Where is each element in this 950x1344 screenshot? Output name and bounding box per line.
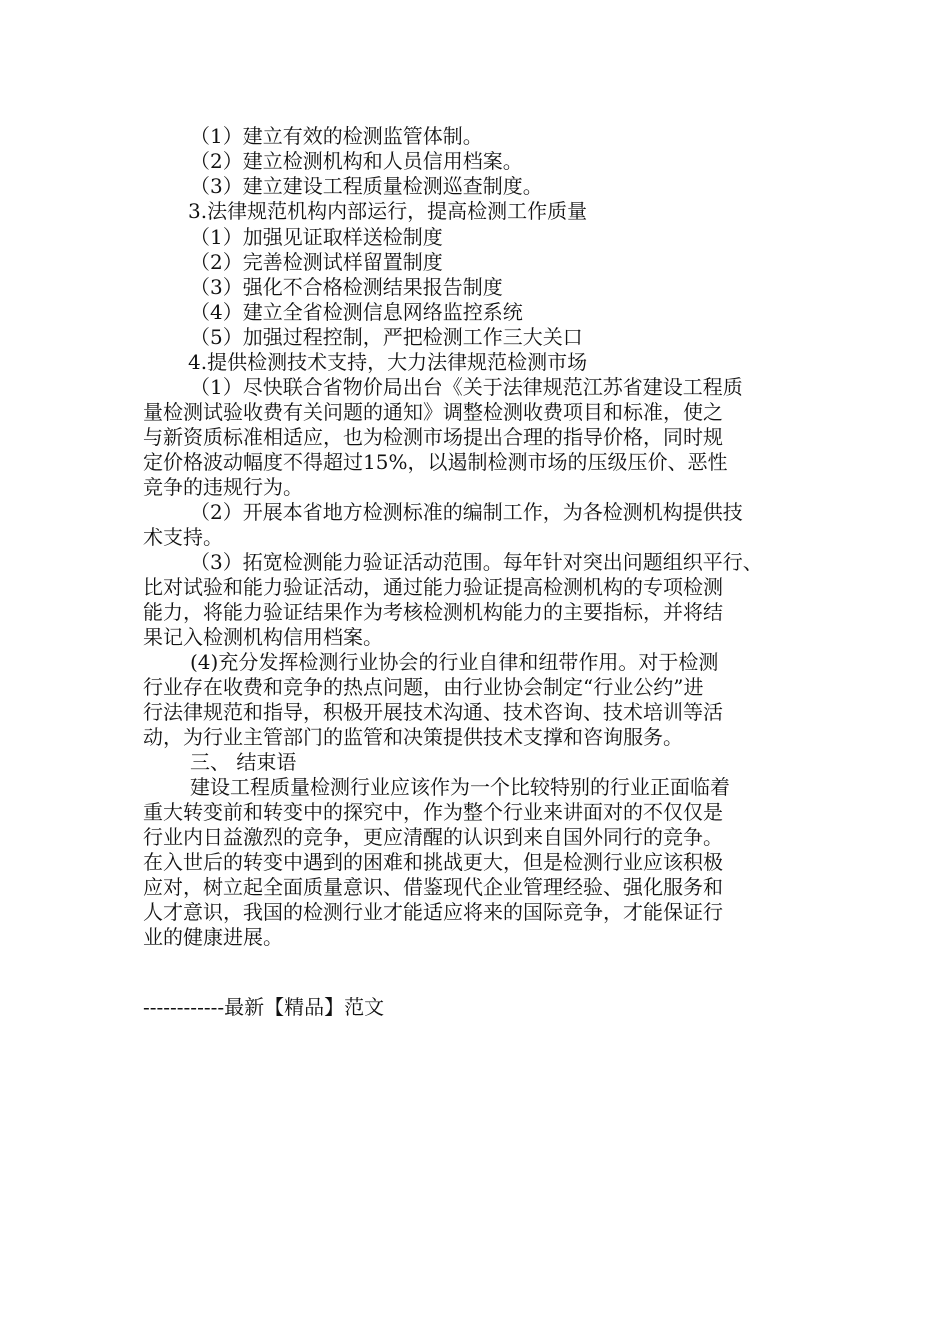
text-line: （2）完善检测试样留置制度 [190,250,443,274]
text-line: （1）尽快联合省物价局出台《关于法律规范江苏省建设工程质 [190,375,743,399]
text-line: （2）建立检测机构和人员信用档案。 [190,149,523,173]
text-line: 动，为行业主管部门的监管和决策提供技术支撑和咨询服务。 [143,725,683,749]
text-line: （1）加强见证取样送检制度 [190,225,443,249]
text-line: 重大转变前和转变中的探究中，作为整个行业来讲面对的不仅仅是 [143,800,723,824]
text-line: 应对，树立起全面质量意识、借鉴现代企业管理经验、强化服务和 [143,875,723,899]
text-line: 与新资质标准相适应，也为检测市场提出合理的指导价格，同时规 [143,425,723,449]
text-line: 人才意识，我国的检测行业才能适应将来的国际竞争，才能保证行 [143,900,723,924]
text-line: （5）加强过程控制，严把检测工作三大关口 [190,325,583,349]
text-line: 量检测试验收费有关问题的通知》调整检测收费项目和标准，使之 [143,400,723,424]
text-line: （1）建立有效的检测监管体制。 [190,124,483,148]
text-line: 竞争的违规行为。 [143,475,303,499]
text-line: (4)充分发挥检测行业协会的行业自律和纽带作用。对于检测 [190,650,719,674]
text-line: （3）建立建设工程质量检测巡查制度。 [190,174,543,198]
text-line: 比对试验和能力验证活动，通过能力验证提高检测机构的专项检测 [143,575,723,599]
text-line: 行业内日益激烈的竞争，更应清醒的认识到来自国外同行的竞争。 [143,825,723,849]
section-heading: 4.提供检测技术支持，大力法律规范检测市场 [188,350,588,374]
text-line: （4）建立全省检测信息网络监控系统 [190,300,523,324]
text-line: 能力，将能力验证结果作为考核检测机构能力的主要指标，并将结 [143,600,723,624]
text-line: 行法律规范和指导，积极开展技术沟通、技术咨询、技术培训等活 [143,700,723,724]
footer-text: ------------最新【精品】范文 [143,995,385,1019]
section-heading: 3.法律规范机构内部运行，提高检测工作质量 [188,199,588,223]
text-line: （3）强化不合格检测结果报告制度 [190,275,503,299]
text-line: 果记入检测机构信用档案。 [143,625,383,649]
text-line: 定价格波动幅度不得超过15%，以遏制检测市场的压级压价、恶性 [143,450,728,474]
text-line: 建设工程质量检测行业应该作为一个比较特别的行业正面临着 [190,775,730,799]
text-line: 业的健康进展。 [143,925,283,949]
text-line: （2）开展本省地方检测标准的编制工作，为各检测机构提供技 [190,500,743,524]
text-line: 行业存在收费和竞争的热点问题，由行业协会制定“行业公约”进 [143,675,704,699]
text-line: （3）拓宽检测能力验证活动范围。每年针对突出问题组织平行、 [190,550,763,574]
text-line: 术支持。 [143,525,223,549]
section-heading: 三、 结束语 [190,750,297,774]
text-line: 在入世后的转变中遇到的困难和挑战更大，但是检测行业应该积极 [143,850,723,874]
